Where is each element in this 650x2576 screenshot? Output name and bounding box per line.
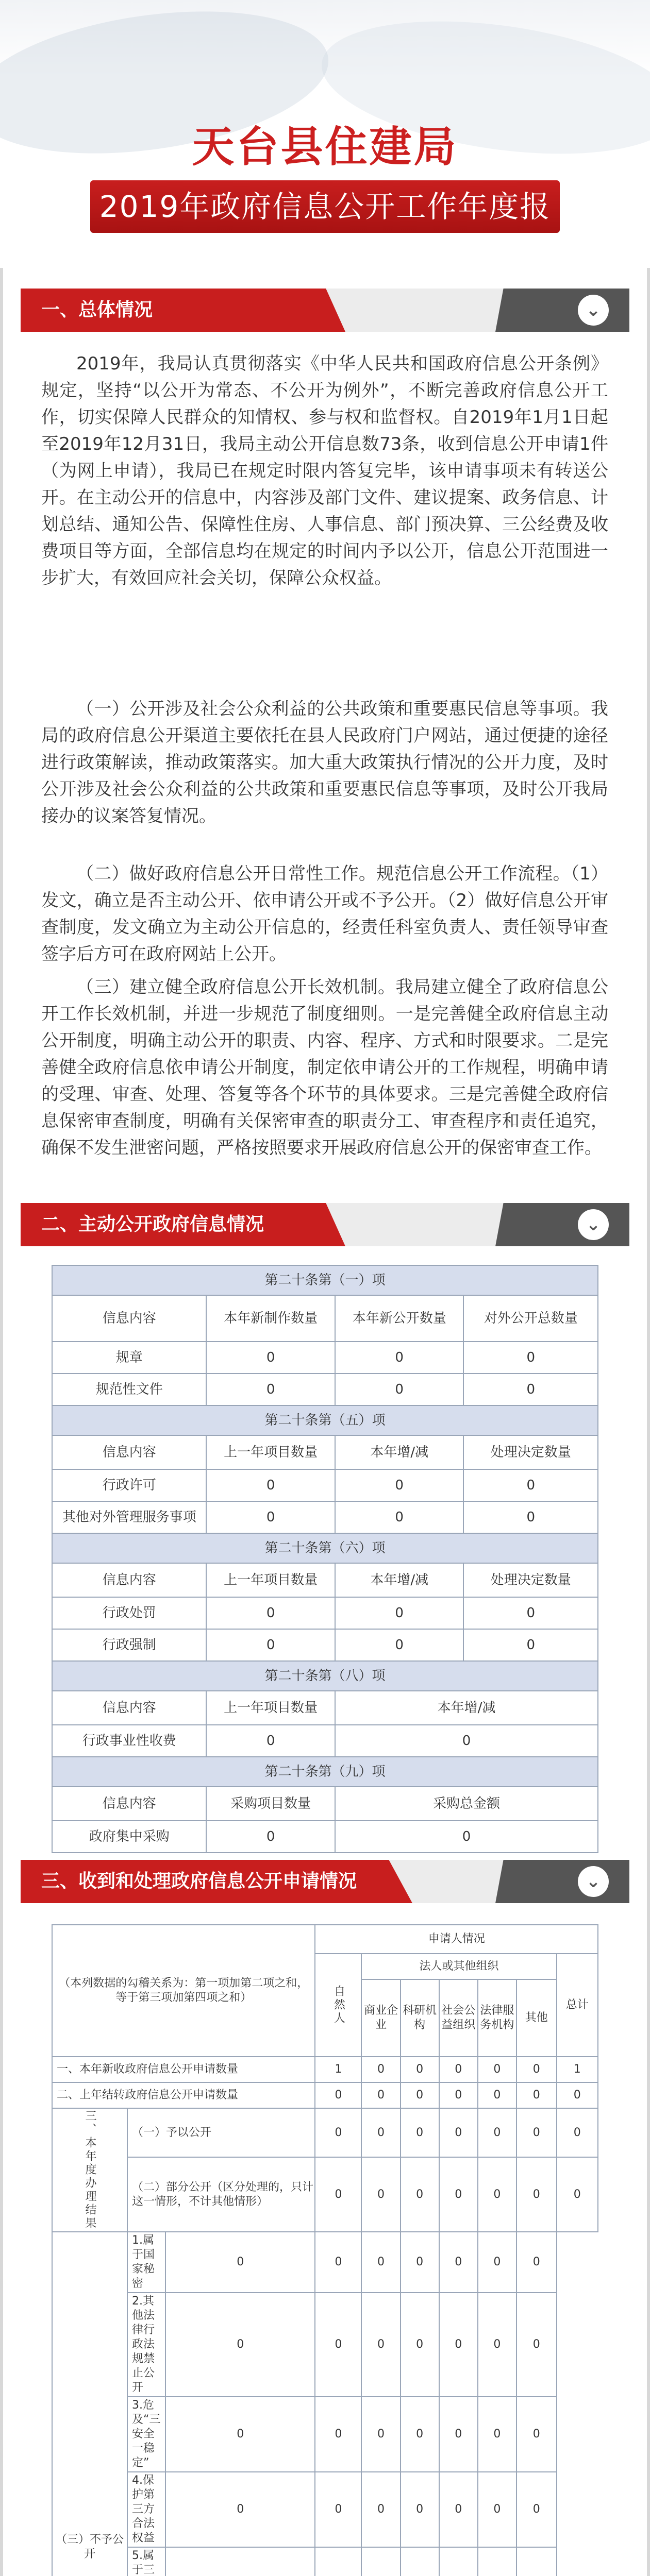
- table-cell: 0: [315, 2232, 361, 2293]
- table-row: 一、本年新收政府信息公开申请数量 1 0 0 0 0 0 1: [52, 2057, 598, 2082]
- row-label: 5.属于三: [127, 2547, 165, 2576]
- table-cell: 0: [165, 2397, 315, 2472]
- table-cell: 0: [516, 2472, 557, 2547]
- table-row: [52, 2547, 598, 2576]
- column-header: 申请人情况: [315, 1925, 598, 1954]
- column-header: 对外公开总数量: [463, 1295, 598, 1342]
- section-bar-proactive[interactable]: [21, 1203, 629, 1246]
- chevron-down-icon[interactable]: ⌄: [578, 1866, 609, 1897]
- table-cell: [478, 2547, 516, 2576]
- column-header: 信息内容: [52, 1691, 206, 1725]
- table-cell: [439, 2547, 478, 2576]
- column-header: 法律服务机构: [478, 1979, 516, 2057]
- section-title: 一、总体情况: [41, 299, 153, 320]
- row-label: 2.其他法律行政法规禁止公开: [127, 2293, 165, 2397]
- table-cell: 0: [361, 2293, 400, 2397]
- table-row: [52, 2293, 598, 2397]
- table-row: 规章 0 0 0: [52, 1342, 598, 1374]
- row-label: 4.保护第三方合法权益: [127, 2472, 165, 2547]
- column-header: 社会公益组织: [439, 1979, 478, 2057]
- table-corner-note: （本列数据的勾稽关系为：第一项加第二项之和，等于第三项加第四项之和）: [52, 1925, 315, 2057]
- column-header: 本年增/减: [335, 1435, 464, 1469]
- column-header: 上一年项目数量: [206, 1691, 335, 1725]
- table-cell: 0: [439, 2232, 478, 2293]
- table-band-header: 第二十条第（八）项: [52, 1661, 598, 1691]
- table-cell: 0: [439, 2472, 478, 2547]
- section-bar-requests[interactable]: [21, 1860, 629, 1903]
- table-cell: 0: [165, 2232, 315, 2293]
- column-header: 自然人: [315, 1954, 361, 2057]
- table-row: （二）部分公开（区分处理的，只计这一情形，不计其他情形） 0 0 0 0 0 0 0: [52, 2157, 598, 2232]
- chevron-down-icon[interactable]: ⌄: [578, 1209, 609, 1240]
- table-row: 规范性文件 0 0 0: [52, 1374, 598, 1405]
- table-row: [52, 2232, 598, 2293]
- table-cell: 0: [478, 2293, 516, 2397]
- table-cell: 0: [401, 2293, 439, 2397]
- column-header: 信息内容: [52, 1787, 206, 1821]
- column-header: 信息内容: [52, 1435, 206, 1469]
- section-title: 二、主动公开政府信息情况: [41, 1214, 264, 1235]
- report-subtitle: 2019年政府信息公开工作年度报告: [90, 180, 560, 233]
- table-row: 行政强制 0 0 0: [52, 1629, 598, 1661]
- table-cell: 0: [315, 2472, 361, 2547]
- table-cell: [315, 2547, 361, 2576]
- table-band-header: 第二十条第（六）项: [52, 1533, 598, 1563]
- column-header: 上一年项目数量: [206, 1435, 335, 1469]
- table-cell: 0: [165, 2472, 315, 2547]
- requests-table: [52, 1924, 598, 2576]
- table-band-header: 第二十条第（一）项: [52, 1265, 598, 1295]
- table-cell: 0: [401, 2232, 439, 2293]
- column-header: 科研机构: [401, 1979, 439, 2057]
- header: [0, 0, 650, 277]
- table-cell: [516, 2547, 557, 2576]
- row-label: 1.属于国家秘密: [127, 2232, 165, 2293]
- table-row: 政府集中采购 0 0: [52, 1821, 598, 1853]
- column-header: 本年新公开数量: [335, 1295, 464, 1342]
- column-header: 采购总金额: [335, 1787, 598, 1821]
- column-header: 本年增/减: [335, 1691, 598, 1725]
- table-cell: [165, 2547, 315, 2576]
- table-cell: 0: [516, 2293, 557, 2397]
- table-cell: 0: [439, 2397, 478, 2472]
- table-cell: 0: [315, 2397, 361, 2472]
- table-row: [52, 2397, 598, 2472]
- paragraph: （一）公开涉及社会公众利益的公共政策和重要惠民信息等事项。我局的政府信息公开渠道主要依托在县人民政府门户网站，通过便捷的途径进行政策解读，推动政策落实。加大重大政策执行情况的公开力度，及时公开涉及社会公众利益的公共政策和重要惠民信息等事项，及时公开我局接办的议案答复情况。: [41, 699, 608, 826]
- section-bar-overview[interactable]: [21, 289, 629, 332]
- row-subgroup-header: （三）不予公开: [52, 2232, 127, 2576]
- row-group-header: 三、本年度办理结果: [52, 2108, 127, 2232]
- table-row: 行政许可 0 0 0: [52, 1469, 598, 1501]
- paragraph: （二）做好政府信息公开日常性工作。规范信息公开工作流程。（1）发文，确立是否主动公开、依申请公开或不予公开。（2）做好信息公开审查制度，发文确立为主动公开信息的，经责任科室负责人、责任领导审查签字后方可在政府网站上公开。: [41, 863, 608, 964]
- column-header: 总计: [557, 1954, 598, 2057]
- column-header: 本年增/减: [335, 1563, 464, 1597]
- table-cell: 0: [478, 2232, 516, 2293]
- table-cell: 0: [315, 2293, 361, 2397]
- page-title: 天台县住建局: [192, 123, 458, 172]
- table-cell: 0: [516, 2397, 557, 2472]
- table-band-header: 第二十条第（五）项: [52, 1405, 598, 1435]
- table-cell: 0: [439, 2293, 478, 2397]
- table-cell: [401, 2547, 439, 2576]
- table-row: [52, 2472, 598, 2547]
- column-header: 处理决定数量: [463, 1563, 598, 1597]
- paragraph: 2019年，我局认真贯彻落实《中华人民共和国政府信息公开条例》规定，坚持“以公开为常态、不公开为例外”，不断完善政府信息公开工作，切实保障人民群众的知情权、参与权和监督权。自2019年1月1日起至2019年12月31日，我局主动公开信息数73条，收到信息公开申请1件（为网上申请），我局已在规定时限内答复完毕，该申请事项未有转送公开。在主动公开的信息中，内容涉及部门文件、建议提案、政务信息、计划总结、通知公告、保障性住房、人事信息、部门预决算、三公经费及收费项目等方面，全部信息均在规定的时间内予以公开，信息公开范围进一步扩大，有效回应社会关切，保障公众权益。: [41, 353, 608, 588]
- paragraph: （三）建立健全政府信息公开长效机制。我局建立健全了政府信息公开工作长效机制，并进一步规范了制度细则。一是完善健全政府信息主动公开制度，明确主动公开的职责、内容、程序、方式和时限要求。二是完善健全政府信息依申请公开制度，制定依申请公开的工作规程，明确申请的受理、审查、处理、答复等各个环节的具体要求。三是完善健全政府信息保密审查制度，明确有关保密审查的职责分工、审查程序和责任追究，确保不发生泄密问题，严格按照要求开展政府信息公开的保密审查工作。: [41, 977, 608, 1158]
- column-header: 信息内容: [52, 1563, 206, 1597]
- requests-table-body: [52, 2232, 598, 2576]
- column-header: 信息内容: [52, 1295, 206, 1342]
- table-cell: 0: [361, 2472, 400, 2547]
- row-label: 3.危及“三安全一稳定”: [127, 2397, 165, 2472]
- column-header: 上一年项目数量: [206, 1563, 335, 1597]
- table-cell: 0: [361, 2397, 400, 2472]
- table-cell: 0: [361, 2232, 400, 2293]
- column-header: 采购项目数量: [206, 1787, 335, 1821]
- proactive-disclosure-table: [52, 1265, 598, 1853]
- table-cell: 0: [401, 2472, 439, 2547]
- table-band-header: 第二十条第（九）项: [52, 1757, 598, 1787]
- table-row: 二、上年结转政府信息公开申请数量 0 0 0 0 0 0 0: [52, 2082, 598, 2108]
- column-header: 本年新制作数量: [206, 1295, 335, 1342]
- table-cell: 0: [401, 2397, 439, 2472]
- table-row: 其他对外管理服务事项 0 0 0: [52, 1501, 598, 1533]
- table-row: 三、本年度办理结果 （一）予以公开 0 0 0 0 0 0 0: [52, 2108, 598, 2157]
- table-cell: 0: [478, 2472, 516, 2547]
- column-header: 法人或其他组织: [361, 1954, 556, 1979]
- table-row: 行政处罚 0 0 0: [52, 1597, 598, 1629]
- chevron-down-icon[interactable]: ⌄: [578, 295, 609, 326]
- section-title: 三、收到和处理政府信息公开申请情况: [41, 1871, 357, 1892]
- table-cell: 0: [516, 2232, 557, 2293]
- table-cell: 0: [165, 2293, 315, 2397]
- header-decoration: [0, 0, 650, 77]
- column-header: 处理决定数量: [463, 1435, 598, 1469]
- column-header: 商业企业: [361, 1979, 400, 2057]
- table-row: 行政事业性收费 0 0: [52, 1725, 598, 1757]
- table-cell: 0: [478, 2397, 516, 2472]
- table-cell: [361, 2547, 400, 2576]
- column-header: 其他: [516, 1979, 557, 2057]
